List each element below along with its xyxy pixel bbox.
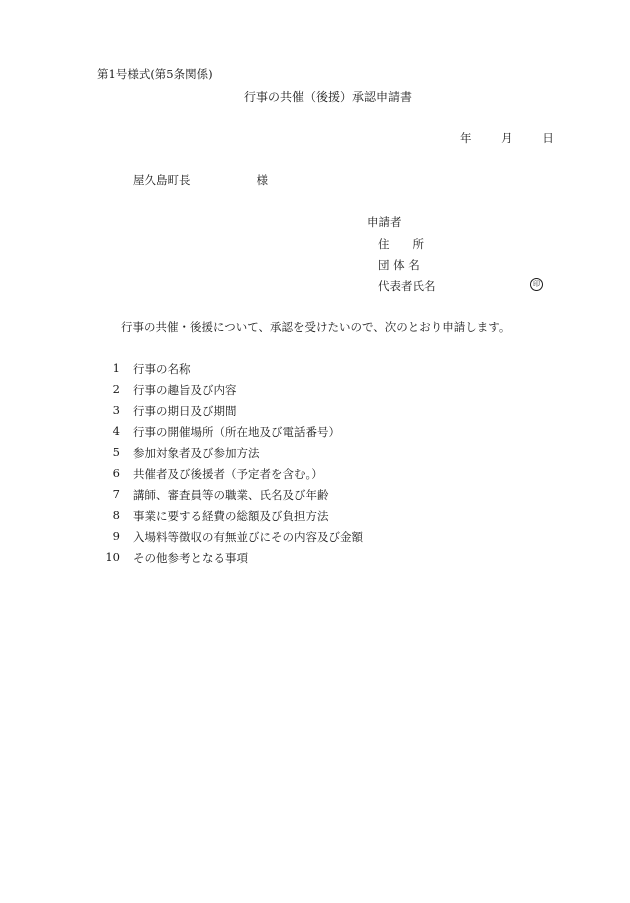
item-text: 行事の趣旨及び内容 <box>133 383 237 397</box>
item-number: 9 <box>112 529 120 543</box>
addressee-honorific: 様 <box>256 173 268 187</box>
date-day-label: 日 <box>542 131 554 145</box>
item-text: 事業に要する経費の総額及び負担方法 <box>133 509 329 523</box>
item-text: 行事の名称 <box>133 362 191 376</box>
item-text: 講師、審査員等の職業、氏名及び年齢 <box>133 488 329 502</box>
item-number: 3 <box>112 403 120 417</box>
item-number: 7 <box>112 487 120 501</box>
item-text: 共催者及び後援者（予定者を含む。） <box>133 467 323 481</box>
representative-label: 代表者氏名 <box>378 279 436 293</box>
item-number: 4 <box>112 424 120 438</box>
item-number: 10 <box>105 550 120 564</box>
item-number: 5 <box>112 445 120 459</box>
item-number: 1 <box>112 361 120 375</box>
addressee <box>133 172 268 188</box>
date-month-label: 月 <box>501 131 513 145</box>
address-label: 住 所 <box>378 237 424 251</box>
item-text: その他参考となる事項 <box>133 551 248 565</box>
organization-label: 団 体 名 <box>378 258 420 272</box>
form-number: 第1号様式(第5条関係) <box>97 67 213 81</box>
item-number: 2 <box>112 382 120 396</box>
item-number: 6 <box>112 466 120 480</box>
item-text: 行事の期日及び期間 <box>133 404 237 418</box>
item-number: 8 <box>112 508 120 522</box>
seal-mark-icon: 印 <box>530 278 543 291</box>
item-text: 参加対象者及び参加方法 <box>133 446 260 460</box>
date-year-label: 年 <box>460 131 472 145</box>
intro-paragraph: 行事の共催・後援について、承認を受けたいので、次のとおり申請します。 <box>121 320 511 334</box>
item-text: 行事の開催場所（所在地及び電話番号） <box>133 425 340 439</box>
applicant-heading: 申請者 <box>367 215 402 229</box>
addressee-name: 屋久島町長 <box>133 173 191 187</box>
document-title: 行事の共催（後援）承認申請書 <box>244 90 413 104</box>
date-line <box>460 130 554 146</box>
item-text: 入場料等徴収の有無並びにその内容及び金額 <box>133 530 363 544</box>
